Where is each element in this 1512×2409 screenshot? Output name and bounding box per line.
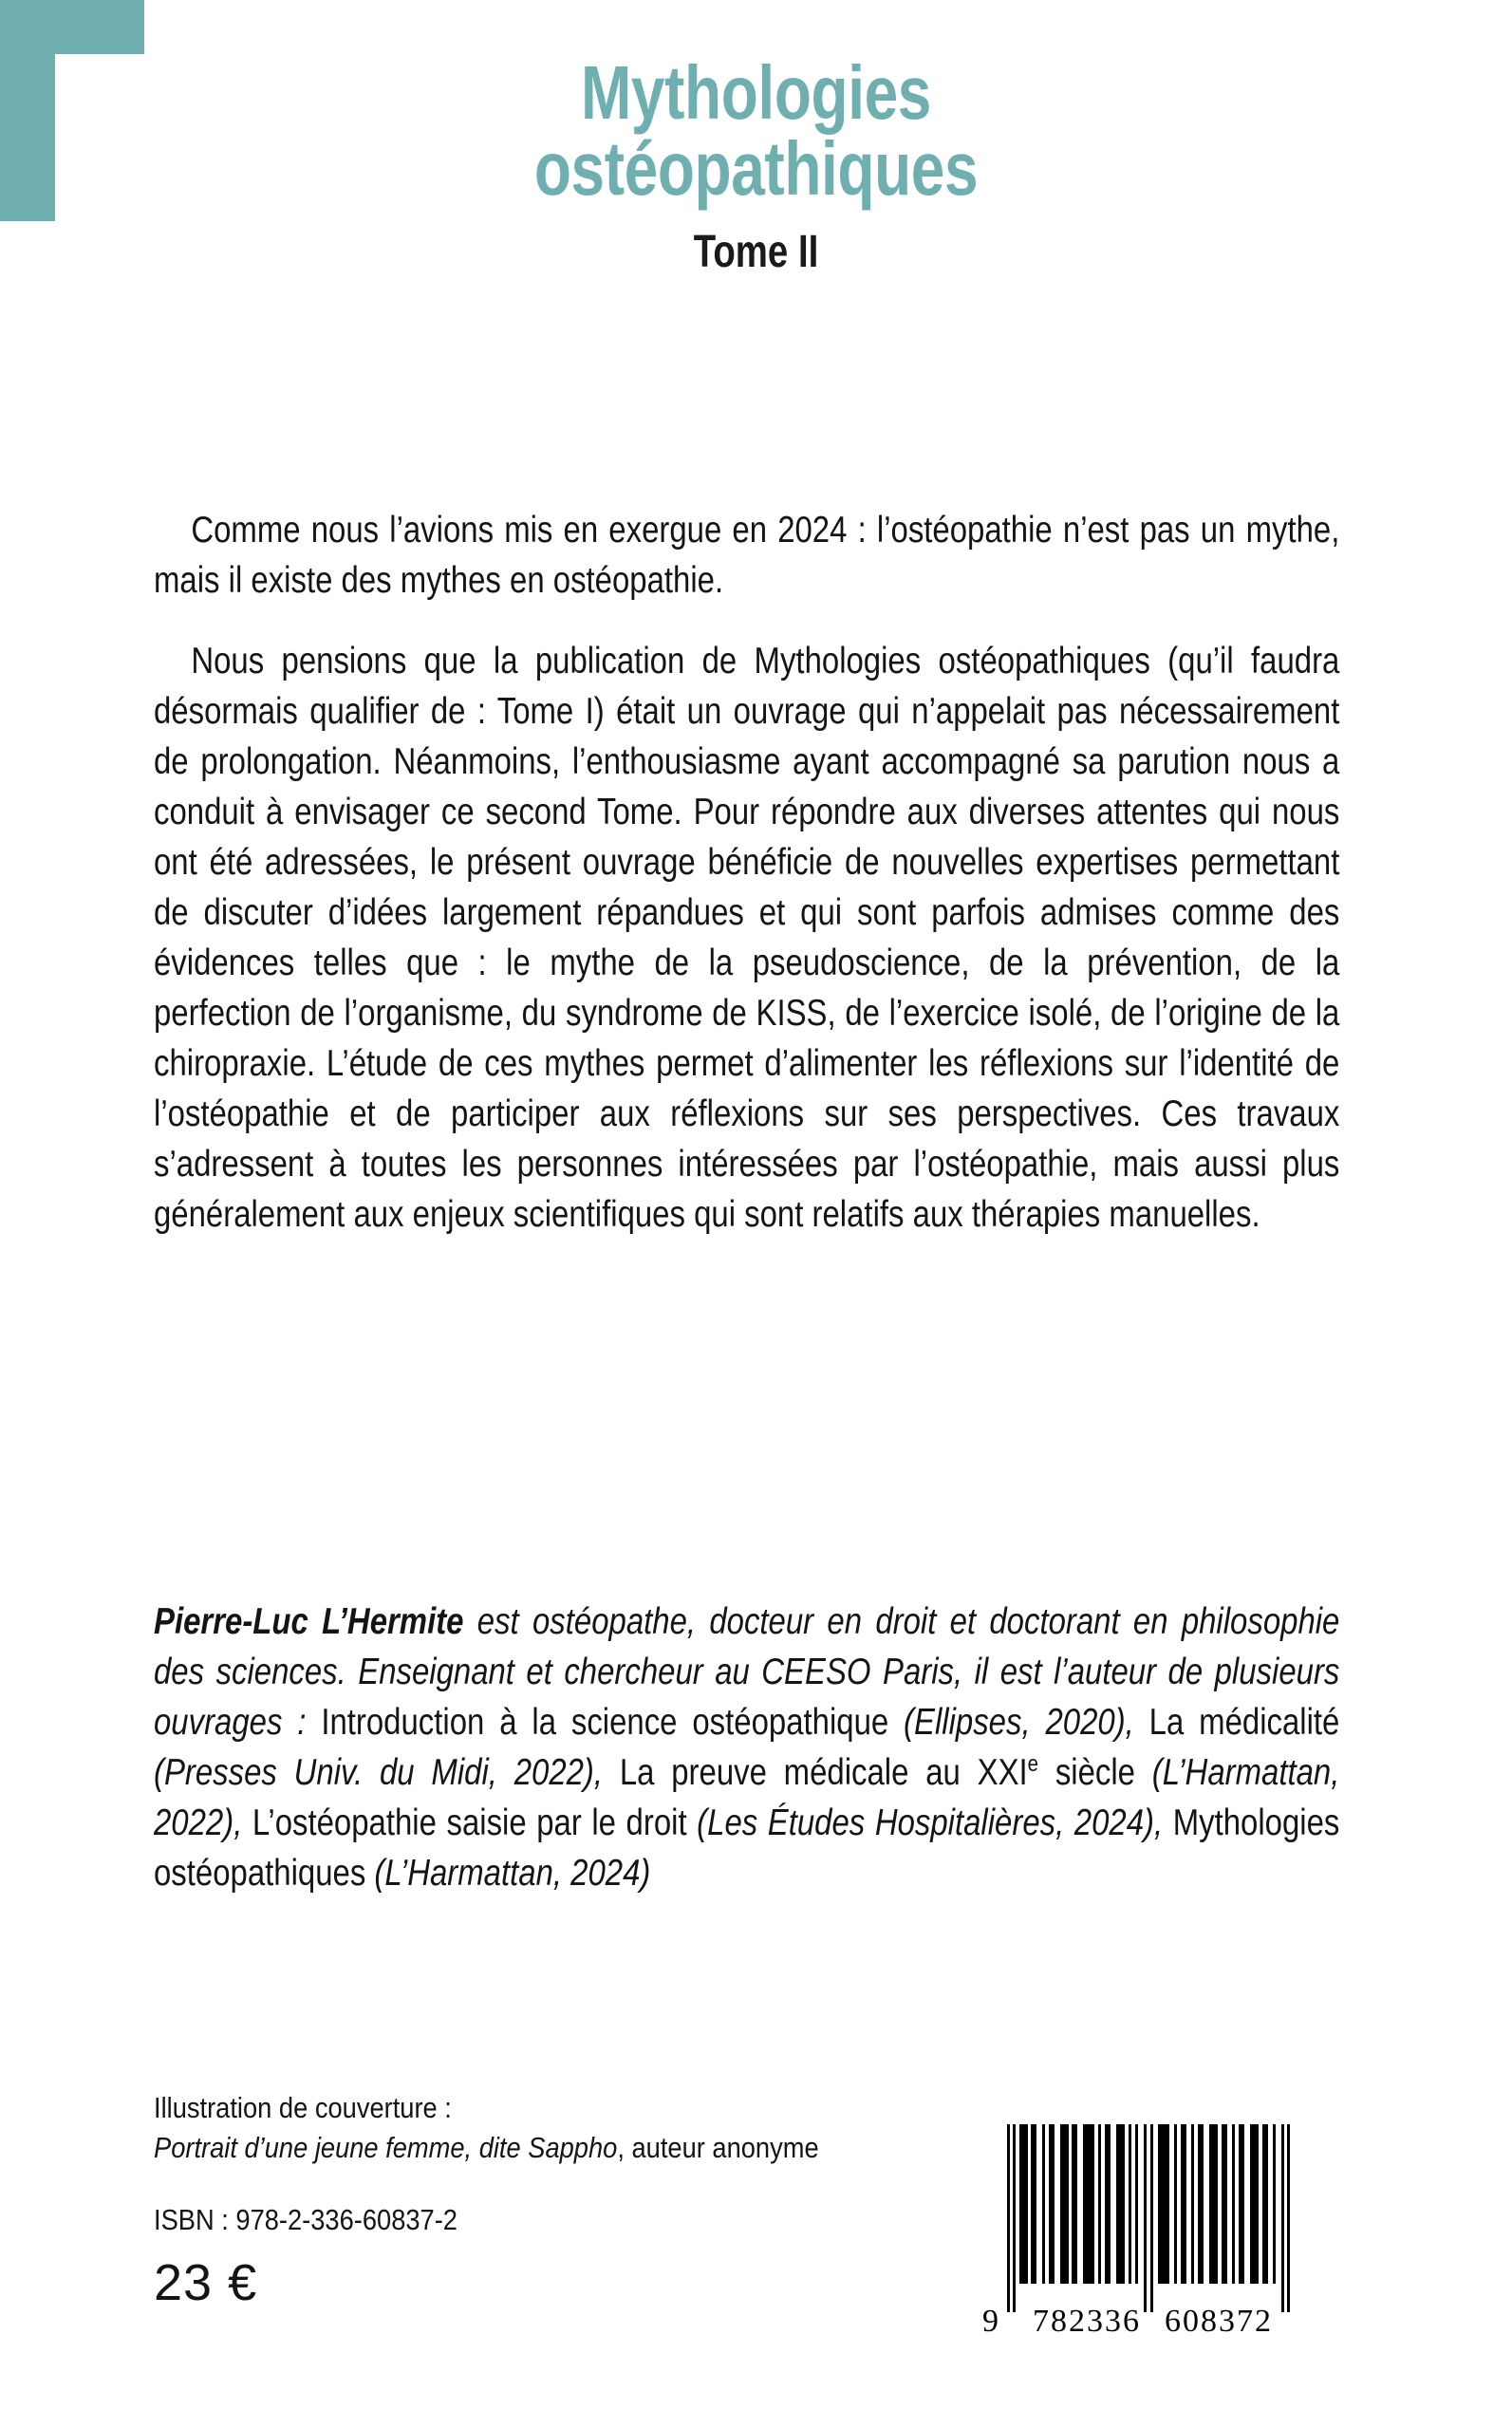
illustration-attribution: , auteur anonyme: [617, 2131, 819, 2164]
price-label: 23 €: [154, 2254, 258, 2311]
work-1-title: Introduction à la science ostéopathique: [321, 1702, 889, 1743]
book-title-line-1: Mythologies: [581, 50, 931, 135]
title-block: [0, 50, 1512, 277]
work-3-title-ordinal: e: [1027, 1751, 1039, 1778]
author-bio-segment-1: est ostéopathe, docteur en droit et doctorant en philosophie des sciences. Enseignant et chercheur au CEESO Paris, il est l’auteur de plusieurs ouvrages :: [154, 1601, 1340, 1743]
barcode-right-digits: 608372: [1165, 2304, 1273, 2339]
work-5-reference: (L’Harmattan, 2024): [365, 1853, 651, 1894]
barcode-graphic: [954, 2117, 1334, 2354]
book-title-line-2: ostéopathiques: [533, 126, 979, 211]
author-name: Pierre-Luc L’Hermite: [154, 1601, 464, 1642]
ean13-barcode: [954, 2117, 1334, 2354]
barcode-left-digits: 782336: [1033, 2304, 1141, 2339]
blurb-paragraph-2: Nous pensions que la publication de Mythologies ostéopathiques (qu’il faudra désormais qualifier de : Tome I) était un ouvrage qui n’appelait pas nécessairement de prolongation. Néanmoins, l’enthousiasme ayant accompagné sa parution nous a conduit à envisager ce second Tome. Pour répondre aux diverses attentes qui nous ont été adressées, le présent ouvrage bénéficie de nouvelles expertises permettant de discuter d’idées largement répandues et qui sont parfois admises comme des évidences telles que : le mythe de la pseudoscience, de la prévention, de la perfection de l’organisme, du syndrome de KISS, de l’exercice isolé, de l’origine de la chiropraxie. L’étude de ces mythes permet d’alimenter les réflexions sur l’identité de l’ostéopathie et de participer aux réflexions sur ses perspectives. Ces travaux s’adressent à toutes les personnes intéressées par l’ostéopathie, mais aussi plus généralement aux enjeux scientifiques qui sont relatifs aux thérapies manuelles.: [154, 641, 1340, 1235]
work-4-title: L’ostéopathie saisie par le droit: [252, 1802, 687, 1843]
barcode-leading-digit: 9: [982, 2304, 999, 2339]
work-3-title-part-b: siècle: [1038, 1752, 1135, 1793]
illustration-title: Portrait d’une jeune femme, dite Sappho: [154, 2131, 618, 2164]
illustration-credit-label: Illustration de couverture :: [154, 2091, 452, 2124]
blurb-section: [154, 505, 1340, 1240]
author-bio-section: [154, 1597, 1340, 1898]
isbn-line: ISBN : 978-2-336-60837-2: [154, 2203, 457, 2236]
work-2-reference: (Presses Univ. du Midi, 2022),: [154, 1752, 620, 1793]
blurb-paragraph-1: Comme nous l’avions mis en exergue en 2024 : l’ostéopathie n’est pas un mythe, mais il existe des mythes en ostéopathie.: [154, 510, 1340, 601]
work-3-reference: (L’Harmattan, 2022),: [154, 1752, 1340, 1843]
work-3-title-part-a: La preuve médicale au XXI: [619, 1752, 1028, 1793]
work-2-title: La médicalité: [1148, 1702, 1340, 1743]
work-4-reference: (Les Études Hospitalières, 2024),: [686, 1802, 1173, 1843]
book-title: [151, 50, 1360, 211]
book-volume: Tome II: [693, 227, 819, 277]
work-5-title: Mythologies ostéopathiques: [154, 1802, 1340, 1894]
work-1-reference: (Ellipses, 2020),: [888, 1702, 1149, 1743]
author-bio-text: [154, 1597, 1339, 1898]
